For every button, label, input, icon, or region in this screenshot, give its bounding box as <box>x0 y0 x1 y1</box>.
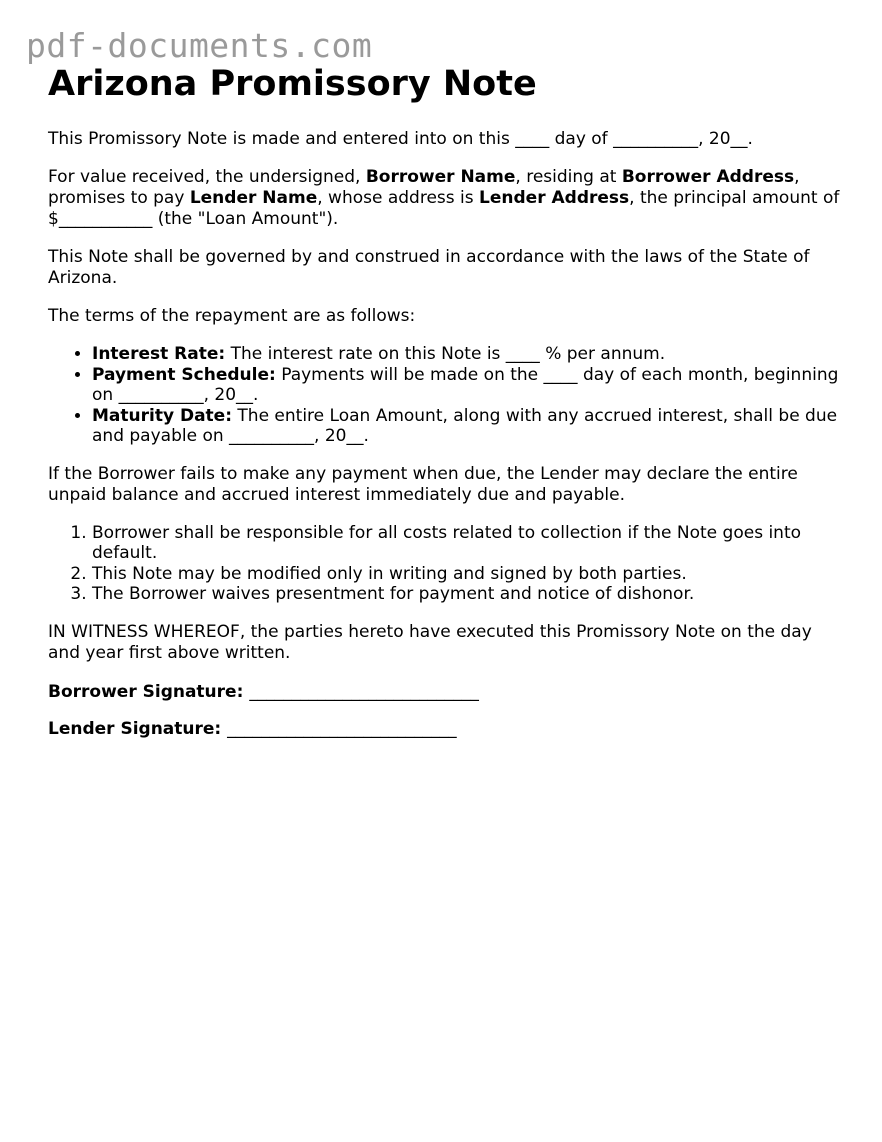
term-maturity-date: • Maturity Date: The entire Loan Amount, along with any accrued interest, shall be due and payable on __________, 20__. <box>92 406 848 447</box>
borrower-signature-field[interactable] <box>48 681 848 703</box>
witness-paragraph: IN WITNESS WHEREOF, the parties hereto have executed this Promissory Note on the day and year first above written. <box>48 621 812 663</box>
borrower-signature-label: Borrower Signature: <box>48 681 244 702</box>
site-watermark: pdf-documents.com <box>26 26 373 65</box>
term-payment-schedule: • Payment Schedule: Payments will be made on the ____ day of each month, beginning on __________, 20__. <box>92 365 848 406</box>
default-paragraph: If the Borrower fails to make any payment when due, the Lender may declare the entire unpaid balance and accrued interest immediately due and payable. <box>48 463 798 505</box>
governing-law-paragraph: This Note shall be governed by and construed in accordance with the laws of the State of Arizona. <box>48 247 810 288</box>
lender-address: Lender Address <box>479 188 630 208</box>
intro-paragraph: This Promissory Note is made and entered into on this ____ day of __________, 20__. <box>48 129 753 149</box>
provision-item: 1. Borrower shall be responsible for all costs related to collection if the Note goes into default. <box>92 523 848 564</box>
lender-name: Lender Name <box>189 188 318 208</box>
provisions-list <box>48 523 848 605</box>
borrower-signature-line[interactable]: ___________________________ <box>249 681 479 702</box>
borrower-name: Borrower Name <box>365 167 516 187</box>
term-interest-rate: • Interest Rate: The interest rate on this Note is ____ % per annum. <box>92 344 848 365</box>
provision-item: 3. The Borrower waives presentment for payment and notice of dishonor. <box>92 584 848 605</box>
provision-item: 2. This Note may be modified only in writing and signed by both parties. <box>92 564 848 585</box>
value-received-paragraph: For value received, the undersigned, Borrower Name, residing at Borrower Address, promises to pay Lender Name, whose address is Lender Address, the principal amount of $___________ (the "Loan Amount"). <box>48 167 840 229</box>
page-title: Arizona Promissory Note <box>48 64 537 104</box>
repayment-terms-list <box>48 344 848 447</box>
lender-signature-label: Lender Signature: <box>48 718 222 739</box>
document-body <box>48 62 848 755</box>
lender-signature-line[interactable]: ___________________________ <box>227 718 457 739</box>
lender-signature-field[interactable] <box>48 718 848 740</box>
terms-intro: The terms of the repayment are as follows: <box>48 306 416 326</box>
borrower-address: Borrower Address <box>621 167 795 187</box>
